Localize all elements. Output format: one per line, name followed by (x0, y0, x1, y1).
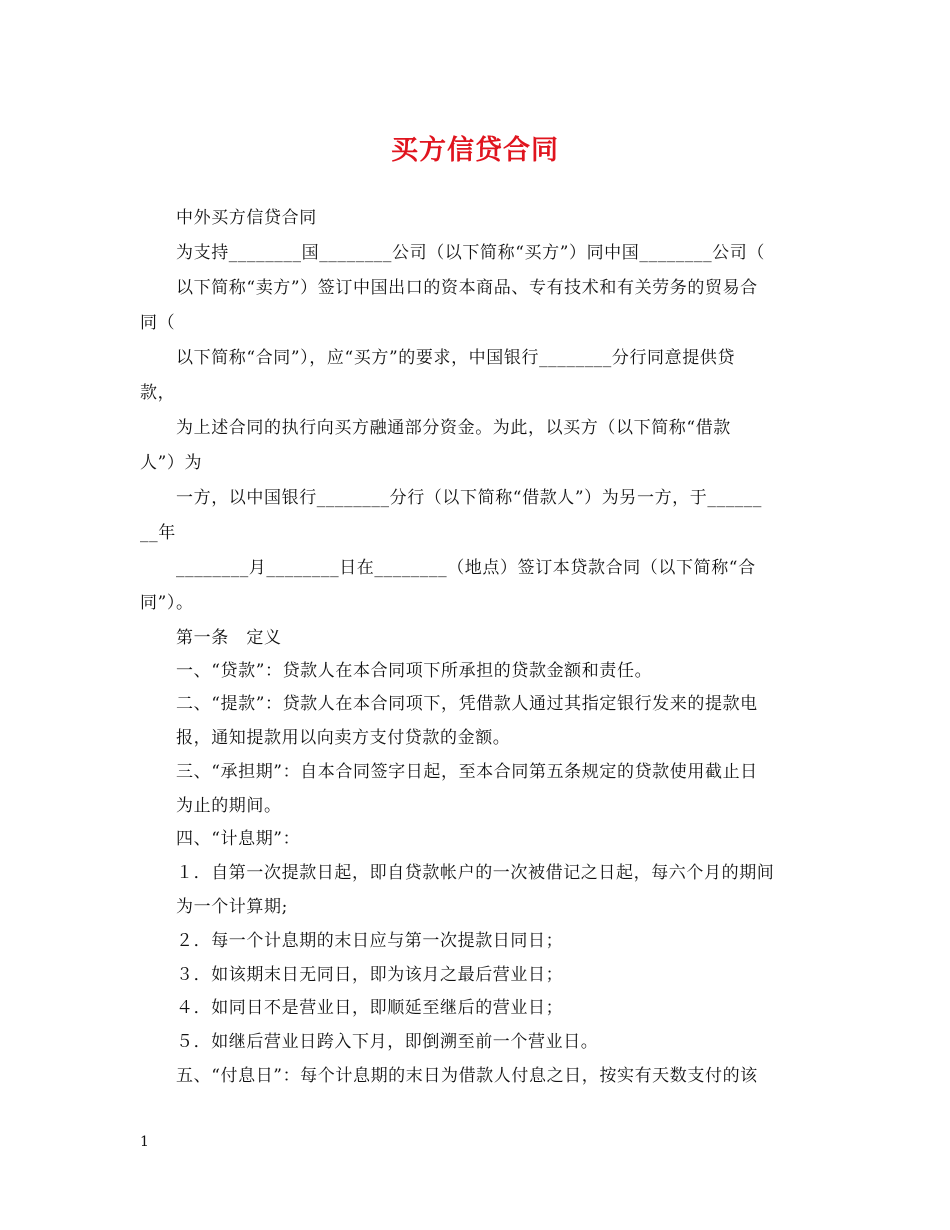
document-title: 买方信贷合同 (391, 135, 559, 166)
text-line: 四、“计息期”： (176, 829, 301, 849)
section-heading: 第一条 定义 (176, 628, 282, 648)
text-line: 一、“贷款”：贷款人在本合同项下所承担的贷款金额和责任。 (176, 661, 653, 681)
text-line: ４．如同日不是营业日，即顺延至继后的营业日； (176, 998, 564, 1018)
text-line: 为上述合同的执行向买方融通部分资金。为此，以买方（以下简称“借款 (176, 418, 731, 438)
text-line: 一方，以中国银行________分行（以下简称“借款人”）为另一方，于______ (176, 488, 762, 508)
text-line: 报，通知提款用以向卖方支付贷款的金额。 (176, 728, 511, 748)
page-number: 1 (140, 1134, 149, 1150)
text-line: 中外买方信贷合同 (176, 208, 317, 228)
text-line: 五、“付息日”：每个计息期的末日为借款人付息之日，按实有天数支付的该 (176, 1066, 758, 1086)
text-line: 同”）。 (140, 593, 194, 613)
text-line: ________月________日在________（地点）签订本贷款合同（以下简称“合 (176, 558, 756, 578)
text-line: 人”）为 (140, 453, 203, 473)
text-line: 款， (140, 383, 176, 403)
text-line: 以下简称“卖方”）签订中国出口的资本商品、专有技术和有关劳务的贸易合 (176, 278, 758, 298)
text-line: １．自第一次提款日起，即自贷款帐户的一次被借记之日起，每六个月的期间 (176, 863, 775, 883)
text-line: 为止的期间。 (176, 796, 282, 816)
text-line: __年 (140, 523, 176, 543)
text-line: ５．如继后营业日跨入下月，即倒溯至前一个营业日。 (176, 1032, 599, 1052)
text-line: 为一个计算期; (176, 897, 288, 917)
text-line: 三、“承担期”：自本合同签字日起，至本合同第五条规定的贷款使用截止日 (176, 762, 758, 782)
text-line: ３．如该期末日无同日，即为该月之最后营业日； (176, 965, 564, 985)
text-line: ２．每一个计息期的末日应与第一次提款日同日； (176, 931, 564, 951)
text-line: 二、“提款”：贷款人在本合同项下，凭借款人通过其指定银行发来的提款电 (176, 694, 758, 714)
text-line: 同（ (140, 313, 176, 333)
text-line: 以下简称“合同”），应“买方”的要求，中国银行________分行同意提供贷 (176, 348, 736, 368)
text-line: 为支持________国________公司（以下简称“买方”）同中国________公司（ (176, 243, 765, 263)
